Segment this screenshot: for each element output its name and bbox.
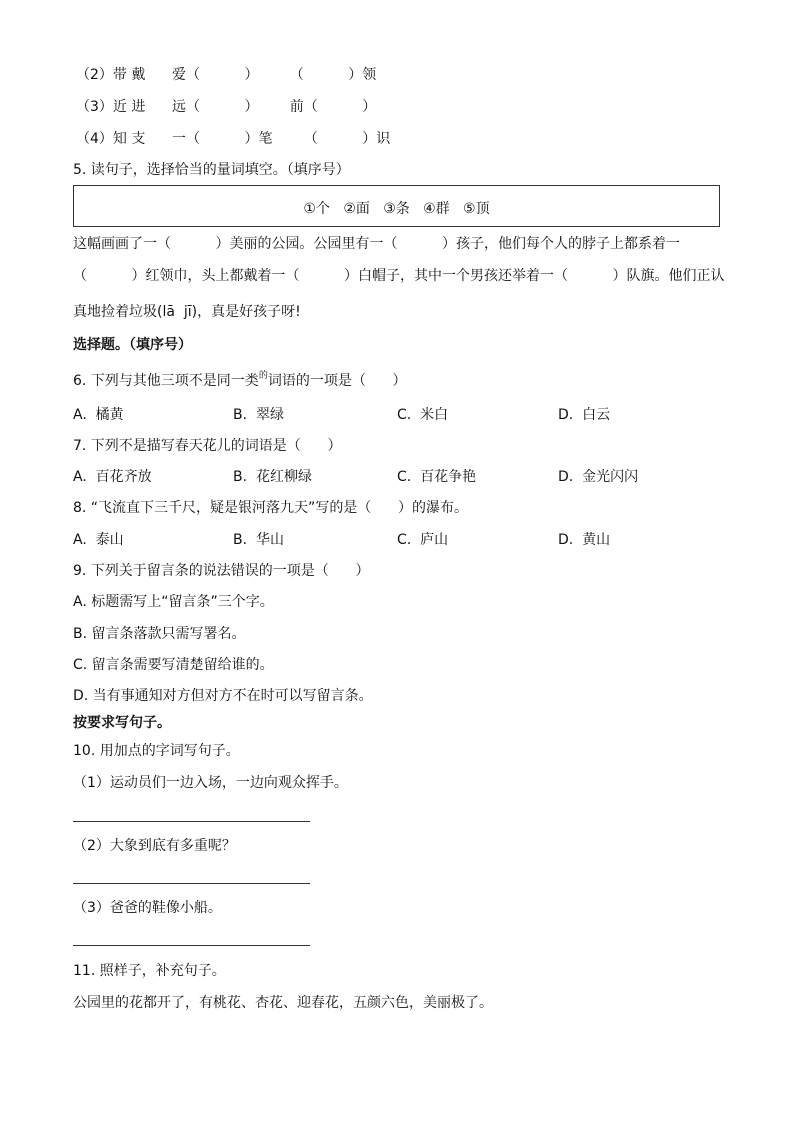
q7-option-a: A. 百花齐放 (73, 469, 152, 485)
q7-option-c: C. 百花争艳 (397, 469, 477, 485)
q6-option-b: B. 翠绿 (233, 407, 284, 423)
question-5: 5. 读句子，选择恰当的量词填空。（填序号） (73, 162, 350, 178)
answer-line-1[interactable] (73, 821, 310, 822)
question-11: 11. 照样子，补充句子。 (73, 963, 226, 979)
passage-line-2: （ ）红领巾，头上都戴着一（ ）白帽子，其中一个男孩还举着一（ ）队旗。他们正认 (73, 268, 725, 284)
q4-item-2: （2）带 戴 爱（ ） （ ）领 (76, 67, 377, 83)
q6-option-c: C. 米白 (397, 407, 449, 423)
question-6-text-a: 6. 下列与其他三项不是同一类 (73, 373, 259, 389)
q9-option-a: A. 标题需写上“留言条”三个字。 (73, 594, 274, 610)
section-choice-heading: 选择题。（填序号） (73, 337, 192, 353)
measure-word-box (73, 185, 720, 227)
q7-option-b: B. 花红柳绿 (233, 469, 312, 485)
q6-option-a: A. 橘黄 (73, 407, 124, 423)
measure-word-options: ①个 ②面 ③条 ④群 ⑤顶 (303, 201, 490, 217)
q9-option-c: C. 留言条需要写清楚留给谁的。 (73, 657, 274, 673)
question-6-text-b: 词语的一项是（ ） (267, 373, 407, 389)
question-6 (73, 372, 407, 392)
question-9: 9. 下列关于留言条的说法错误的一项是（ ） (73, 563, 370, 579)
q8-option-d: D. 黄山 (558, 532, 611, 548)
question-10: 10. 用加点的字词写句子。 (73, 743, 240, 759)
question-6-small-char: 的 (258, 371, 268, 381)
q10-item-3: （3）爸爸的鞋像小船。 (73, 900, 222, 916)
q8-option-c: C. 庐山 (397, 532, 449, 548)
q4-item-3: （3）近 进 远（ ） 前（ ） (76, 99, 377, 115)
question-7: 7. 下列不是描写春天花儿的词语是（ ） (73, 438, 342, 454)
answer-line-3[interactable] (73, 945, 310, 946)
q10-item-2: （2）大象到底有多重呢？ (73, 838, 236, 854)
answer-line-2[interactable] (73, 883, 310, 884)
q7-option-d: D. 金光闪闪 (558, 469, 639, 485)
q11-example: 公园里的花都开了，有桃花、杏花、迎春花，五颜六色，美丽极了。 (73, 995, 493, 1011)
q9-option-b: B. 留言条落款只需写署名。 (73, 626, 246, 642)
q6-option-d: D. 白云 (558, 407, 611, 423)
passage-line-1: 这幅画画了一（ ）美丽的公园。公园里有一（ ）孩子，他们每个人的脖子上都系着一 (73, 236, 681, 252)
q10-item-1: （1）运动员们一边入场，一边向观众挥手。 (73, 775, 348, 791)
section-write-heading: 按要求写句子。 (73, 715, 171, 731)
q8-option-b: B. 华山 (233, 532, 284, 548)
q9-option-d: D. 当有事通知对方但对方不在时可以写留言条。 (73, 688, 373, 704)
q8-option-a: A. 泰山 (73, 532, 124, 548)
question-8: 8. “飞流直下三千尺，疑是银河落九天”写的是（ ）的瀑布。 (73, 500, 469, 516)
passage-line-3: 真地捡着垃圾(lā jī)，真是好孩子呀! (73, 304, 301, 320)
q4-item-4: （4）知 支 一（ ）笔 （ ）识 (76, 131, 391, 147)
